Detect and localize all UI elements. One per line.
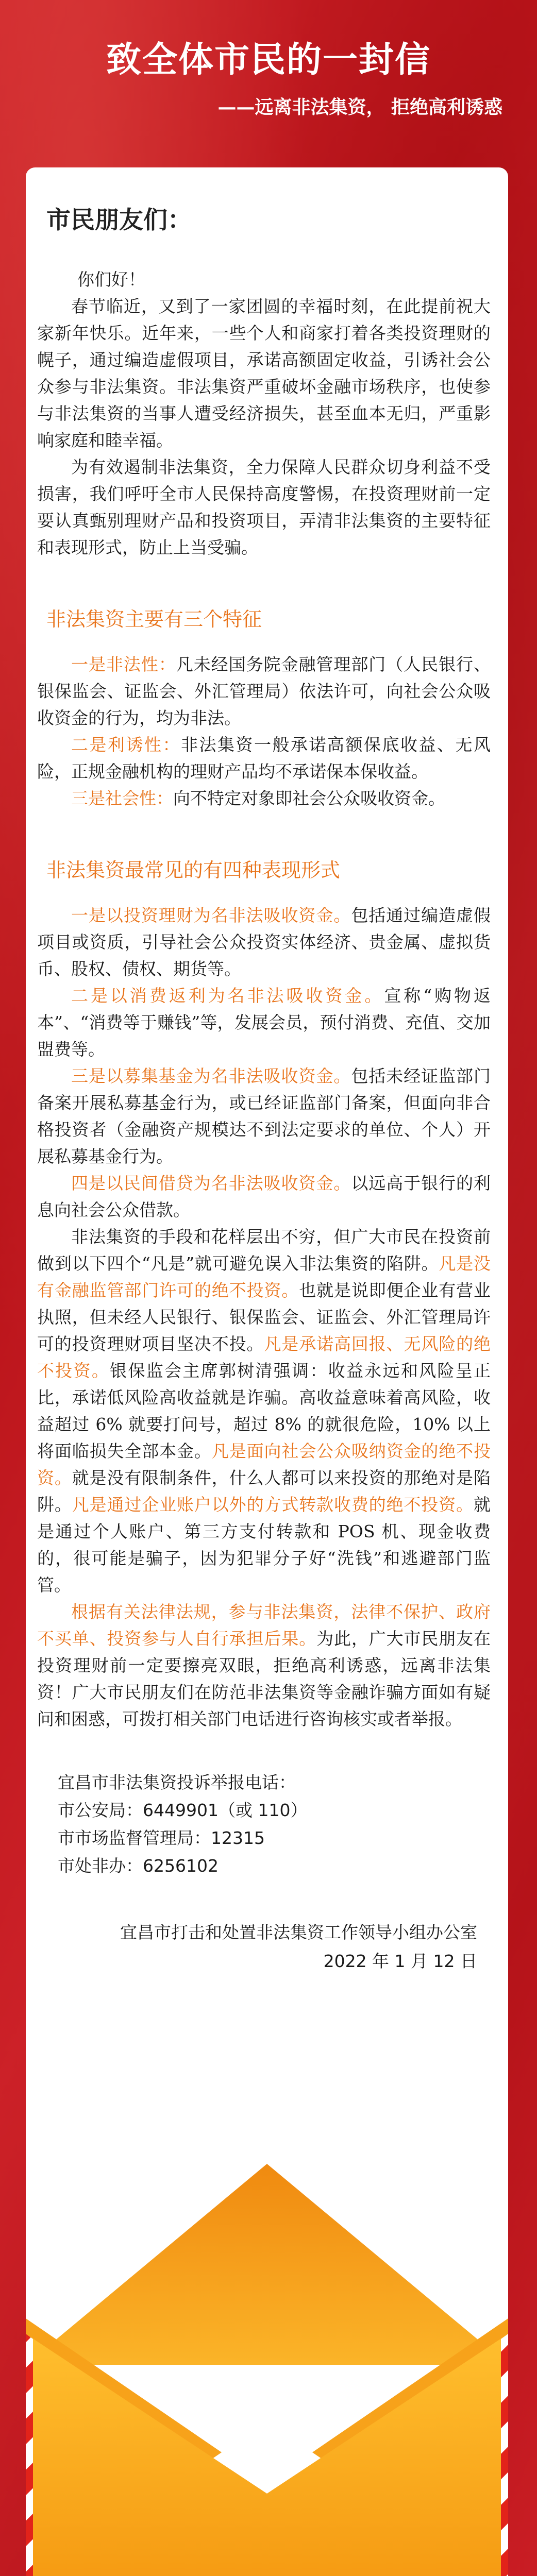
intro-paragraph-2: 为有效遏制非法集资，全力保障人民群众切身利益不受损害，我们呼吁全市人民保持高度警惕，在投资理财前一定要认真甄别理财产品和投资项目，弄清非法集资的主要特征和表现形式，防止上当受骗。 (37, 457, 491, 557)
letter-content (37, 185, 491, 1976)
feature-text: 非法集资一般承诺高额保底收益、无风险，正规金融机构的理财产品均不承诺保本保收益。 (37, 735, 491, 782)
letter-greeting: 市民朋友们： (46, 206, 192, 234)
envelope-border-stripe (26, 2334, 33, 2576)
tips-text: 非法集资的手段和花样层出不穷，但广大市民在投资前做到以下四个“凡是”就可避免误入非法集资的陷阱。 (37, 1227, 491, 1274)
tips-text: 银保监会主席郭树清强调：收益永远和风险呈正比，承诺低风险高收益就是诈骗。高收益意味着高风险，收益超过 6% 就要打问号，超过 8% 的就很危险，10% 以上将面临损失全部本金。 (37, 1361, 491, 1461)
feature-item-1 (37, 651, 491, 732)
form-label: 四是以民间借贷为名非法吸收资金。 (71, 1173, 351, 1193)
tips-text: 就是没有限制条件，什么人都可以来投资的那绝对是陷阱。 (37, 1468, 491, 1515)
form-text: 以远高于银行的利息向社会公众借款。 (37, 1173, 491, 1220)
page-title: 致全体市民的一封信 (106, 39, 431, 80)
envelope-illustration (26, 2164, 508, 2576)
page-header (0, 0, 537, 149)
form-item-1 (37, 902, 491, 982)
feature-text: 向不特定对象即社会公众吸收资金。 (173, 788, 445, 808)
tips-highlight: 凡是没有金融监管部门许可的绝不投资。 (37, 1253, 491, 1300)
closing-text: 为此，广大市民朋友在投资理财前一定要擦亮双眼，拒绝高利诱惑，远离非法集资！广大市民朋友们在防范非法集资等金融诈骗方面如有疑问和困惑，可拨打相关部门电话进行咨询核实或者举报。 (37, 1629, 491, 1729)
envelope-top-flap (26, 2164, 508, 2365)
form-item-2 (37, 982, 491, 1063)
feature-label: 二是利诱性： (71, 735, 181, 755)
contact-line-office: 市处非办：6256102 (58, 1856, 219, 1876)
tips-highlight: 凡是面向社会公众吸纳资金的绝不投资。 (37, 1441, 491, 1488)
contact-line-police: 市公安局：6449901（或 110） (58, 1800, 308, 1820)
tips-text: 也就是说即便企业有营业执照，但未经人民银行、银保监会、证监会、外汇管理局许可的投资理财项目坚决不投。 (37, 1280, 491, 1354)
feature-item-3 (37, 785, 491, 812)
page-subtitle: ——远离非法集资， 拒绝高利诱惑 (217, 96, 502, 118)
letter-salutation: 你们好！ (77, 269, 145, 290)
tips-paragraph (37, 1224, 491, 1599)
feature-label: 一是非法性： (71, 654, 176, 674)
feature-item-2 (37, 732, 491, 785)
tips-highlight: 凡是通过企业账户以外的方式转款收费的绝不投资。 (72, 1495, 474, 1515)
envelope-border-stripe (501, 2334, 508, 2576)
form-label: 三是以募集基金为名非法吸收资金。 (71, 1066, 351, 1086)
form-label: 一是以投资理财为名非法吸收资金。 (71, 905, 351, 925)
forms-section-title: 非法集资最常见的有四种表现形式 (46, 859, 341, 882)
signature-date: 2022 年 1 月 12 日 (323, 1951, 477, 1971)
form-item-3 (37, 1063, 491, 1170)
closing-highlight: 根据有关法律法规，参与非法集资，法律不保护、政府不买单、投资参与人自行承担后果。 (37, 1602, 491, 1649)
feature-label: 三是社会性： (71, 788, 173, 808)
form-item-4 (37, 1170, 491, 1224)
contact-line-market: 市市场监督管理局：12315 (58, 1828, 265, 1848)
form-label: 二是以消费返利为名非法吸收资金。 (71, 986, 384, 1006)
features-section-title: 非法集资主要有三个特征 (46, 608, 262, 631)
form-text: 包括未经证监部门备案开展私募基金行为，或已经证监部门备案，但面向非合格投资者（金融资产规模达不到法定要求的单位、个人）开展私募基金行为。 (37, 1066, 491, 1166)
signature-block (37, 1918, 477, 1976)
tips-text: 就是通过个人账户、第三方支付转款和 POS 机、现金收费的，很可能是骗子，因为犯罪分子好“洗钱”和逃避部门监管。 (37, 1495, 491, 1595)
contact-title: 宜昌市非法集资投诉举报电话： (58, 1772, 296, 1792)
form-text: 包括通过编造虚假项目或资质，引导社会公众投资实体经济、贵金属、虚拟货币、股权、债权、期货等。 (37, 905, 491, 979)
contact-list (58, 1769, 491, 1880)
tips-highlight: 凡是承诺高回报、无风险的绝不投资。 (37, 1334, 491, 1381)
form-text: 宣称“购物返本”、“消费等于赚钱”等，发展会员，预付消费、充值、交加盟费等。 (37, 986, 491, 1059)
feature-text: 凡未经国务院金融管理部门（人民银行、银保监会、证监会、外汇管理局）依法许可，向社会公众吸收资金的行为，均为非法。 (37, 654, 491, 728)
closing-paragraph (37, 1599, 491, 1733)
intro-paragraph-1: 春节临近，又到了一家团圆的幸福时刻，在此提前祝大家新年快乐。近年来，一些个人和商家打着各类投资理财的幌子，通过编造虚假项目，承诺高额固定收益，引诱社会公众参与非法集资。非法集资严重破坏金融市场秩序，也使参与非法集资的当事人遭受经济损失，甚至血本无归，严重影响家庭和睦幸福。 (37, 296, 491, 450)
signature-org: 宜昌市打击和处置非法集资工作领导小组办公室 (120, 1922, 477, 1942)
